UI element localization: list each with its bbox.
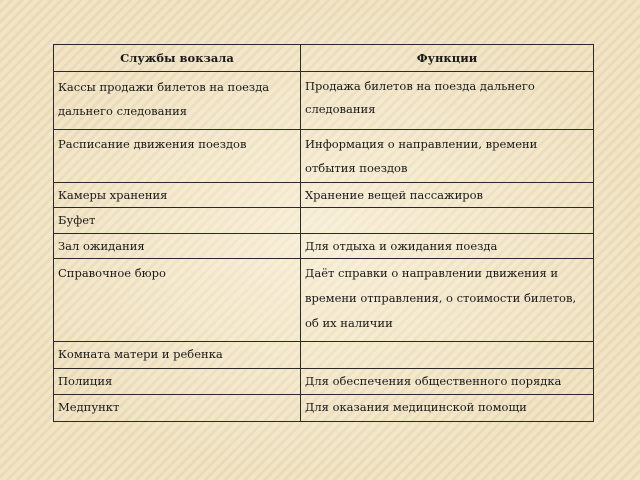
service-cell: Буфет — [54, 208, 301, 234]
function-cell: Для обеспечения общественного порядка — [301, 369, 594, 395]
service-cell: Зал ожидания — [54, 234, 301, 259]
table-row — [54, 234, 594, 259]
table-row — [54, 342, 594, 369]
service-cell: Справочное бюро — [54, 259, 301, 342]
header-services: Службы вокзала — [54, 45, 301, 72]
service-cell: Кассы продажи билетов на поезда дальнего следования — [54, 72, 301, 130]
function-cell: Информация о направлении, времени отбытия поездов — [301, 130, 594, 183]
table-row — [54, 130, 594, 183]
function-cell: Хранение вещей пассажиров — [301, 183, 594, 208]
function-cell: Для оказания медицинской помощи — [301, 395, 594, 422]
table-row — [54, 369, 594, 395]
table-row — [54, 395, 594, 422]
function-cell — [301, 342, 594, 369]
service-cell: Полиция — [54, 369, 301, 395]
function-cell: Для отдыха и ожидания поезда — [301, 234, 594, 259]
table-row — [54, 259, 594, 342]
table-row — [54, 208, 594, 234]
header-functions: Функции — [301, 45, 594, 72]
function-cell: Продажа билетов на поезда дальнего следования — [301, 72, 594, 130]
table-row — [54, 72, 594, 130]
function-cell: Даёт справки о направлении движения и времени отправления, о стоимости билетов, об их наличии — [301, 259, 594, 342]
station-services-table — [53, 44, 594, 422]
table-header-row — [54, 45, 594, 72]
service-cell: Комната матери и ребенка — [54, 342, 301, 369]
service-cell: Медпункт — [54, 395, 301, 422]
service-cell: Расписание движения поездов — [54, 130, 301, 183]
function-cell — [301, 208, 594, 234]
table-row — [54, 183, 594, 208]
service-cell: Камеры хранения — [54, 183, 301, 208]
